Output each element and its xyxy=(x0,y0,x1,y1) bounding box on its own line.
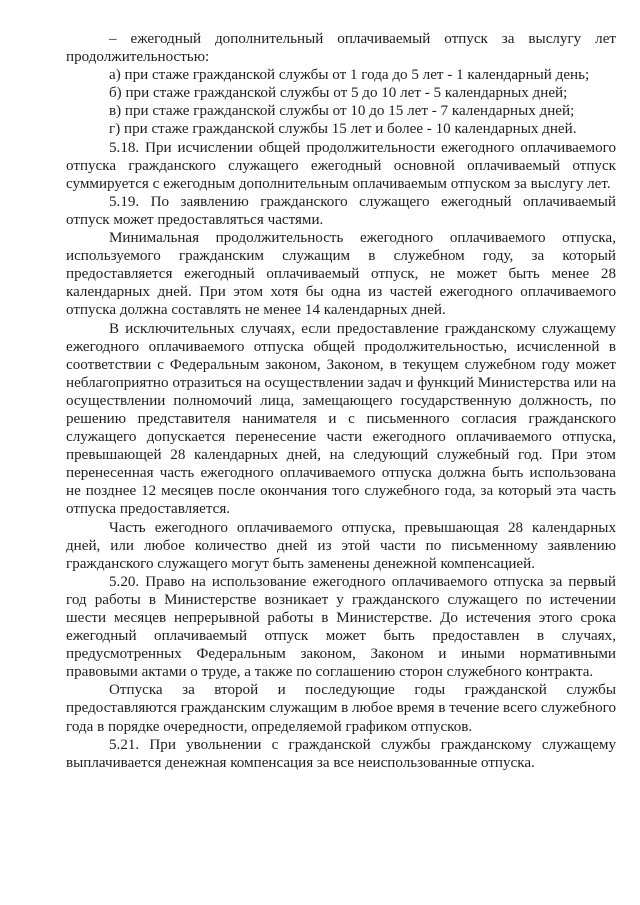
intro-paragraph: – ежегодный дополнительный оплачиваемый отпуск за выслугу лет продолжительностью: xyxy=(66,31,616,66)
list-item: в) при стаже гражданской службы от 10 до 15 лет - 7 календарных дней; xyxy=(109,103,575,120)
list-item: г) при стаже гражданской службы 15 лет и более - 10 календарных дней. xyxy=(109,121,577,138)
list-item: а) при стаже гражданской службы от 1 года до 5 лет - 1 календарный день; xyxy=(109,67,590,84)
paragraph-compensation: Часть ежегодного оплачиваемого отпуска, превышающая 28 календарных дней, или любое количество дней из этой части по письменному заявлению гражданского служащего могут быть заменены денежной компенсацией. xyxy=(66,519,616,572)
paragraph-min-duration: Минимальная продолжительность ежегодного оплачиваемого отпуска, используемого гражданским служащим в служебном году, за который предоставляется ежегодный оплачиваемый отпуск, не может быть менее 28 календарных дней. При этом хотя бы одна из частей ежегодного оплачиваемого отпуска должна составлять не менее 14 календарных дней. xyxy=(66,230,616,319)
paragraph-5-20: 5.20. Право на использование ежегодного оплачиваемого отпуска за первый год работы в Министерстве возникает у гражданского служащего по истечении шести месяцев непрерывной работы в Министерстве. До истечения этого срока ежегодный оплачиваемый отпуск может быть предоставлен в случаях, предусмотренных Федеральным законом, Законом и иными нормативными правовыми актами о труде, а также по соглашению сторон служебного контракта. xyxy=(66,573,616,681)
paragraph-exceptional-cases: В исключительных случаях, если предоставление гражданскому служащему ежегодного оплачиваемого отпуска общей продолжительностью, исчисленной в соответствии с Федеральным законом, Законом, в текущем служебном году может неблагоприятно отразиться на осуществлении задач и функций Министерства или на осуществлении полномочий лица, замещающего государственную должность, по решению представителя нанимателя и с письменного согласия гражданского служащего допускается перенесение части ежегодного оплачиваемого отпуска, превышающей 28 календарных дней, на следующий служебный год. При этом перенесенная часть ежегодного оплачиваемого отпуска должна быть использована не позднее 12 месяцев после окончания того служебного года, за который эта часть отпуска предоставляется. xyxy=(66,320,616,518)
paragraph-5-18: 5.18. При исчислении общей продолжительности ежегодного оплачиваемого отпуска гражданского служащего ежегодный основной оплачиваемый отпуск суммируется с ежегодным дополнительным оплачиваемым отпуском за выслугу лет. xyxy=(66,139,616,192)
list-item: б) при стаже гражданской службы от 5 до 10 лет - 5 календарных дней; xyxy=(109,85,568,102)
document-page xyxy=(66,30,616,772)
paragraph-subsequent-years: Отпуска за второй и последующие годы гражданской службы предоставляются гражданским служащим в любое время в течение всего служебного года в порядке очередности, определяемой графиком отпусков. xyxy=(66,682,616,735)
paragraph-5-19: 5.19. По заявлению гражданского служащего ежегодный оплачиваемый отпуск может предоставляться частями. xyxy=(66,193,616,228)
paragraph-5-21: 5.21. При увольнении с гражданской службы гражданскому служащему выплачивается денежная компенсация за все неиспользованные отпуска. xyxy=(66,736,616,771)
